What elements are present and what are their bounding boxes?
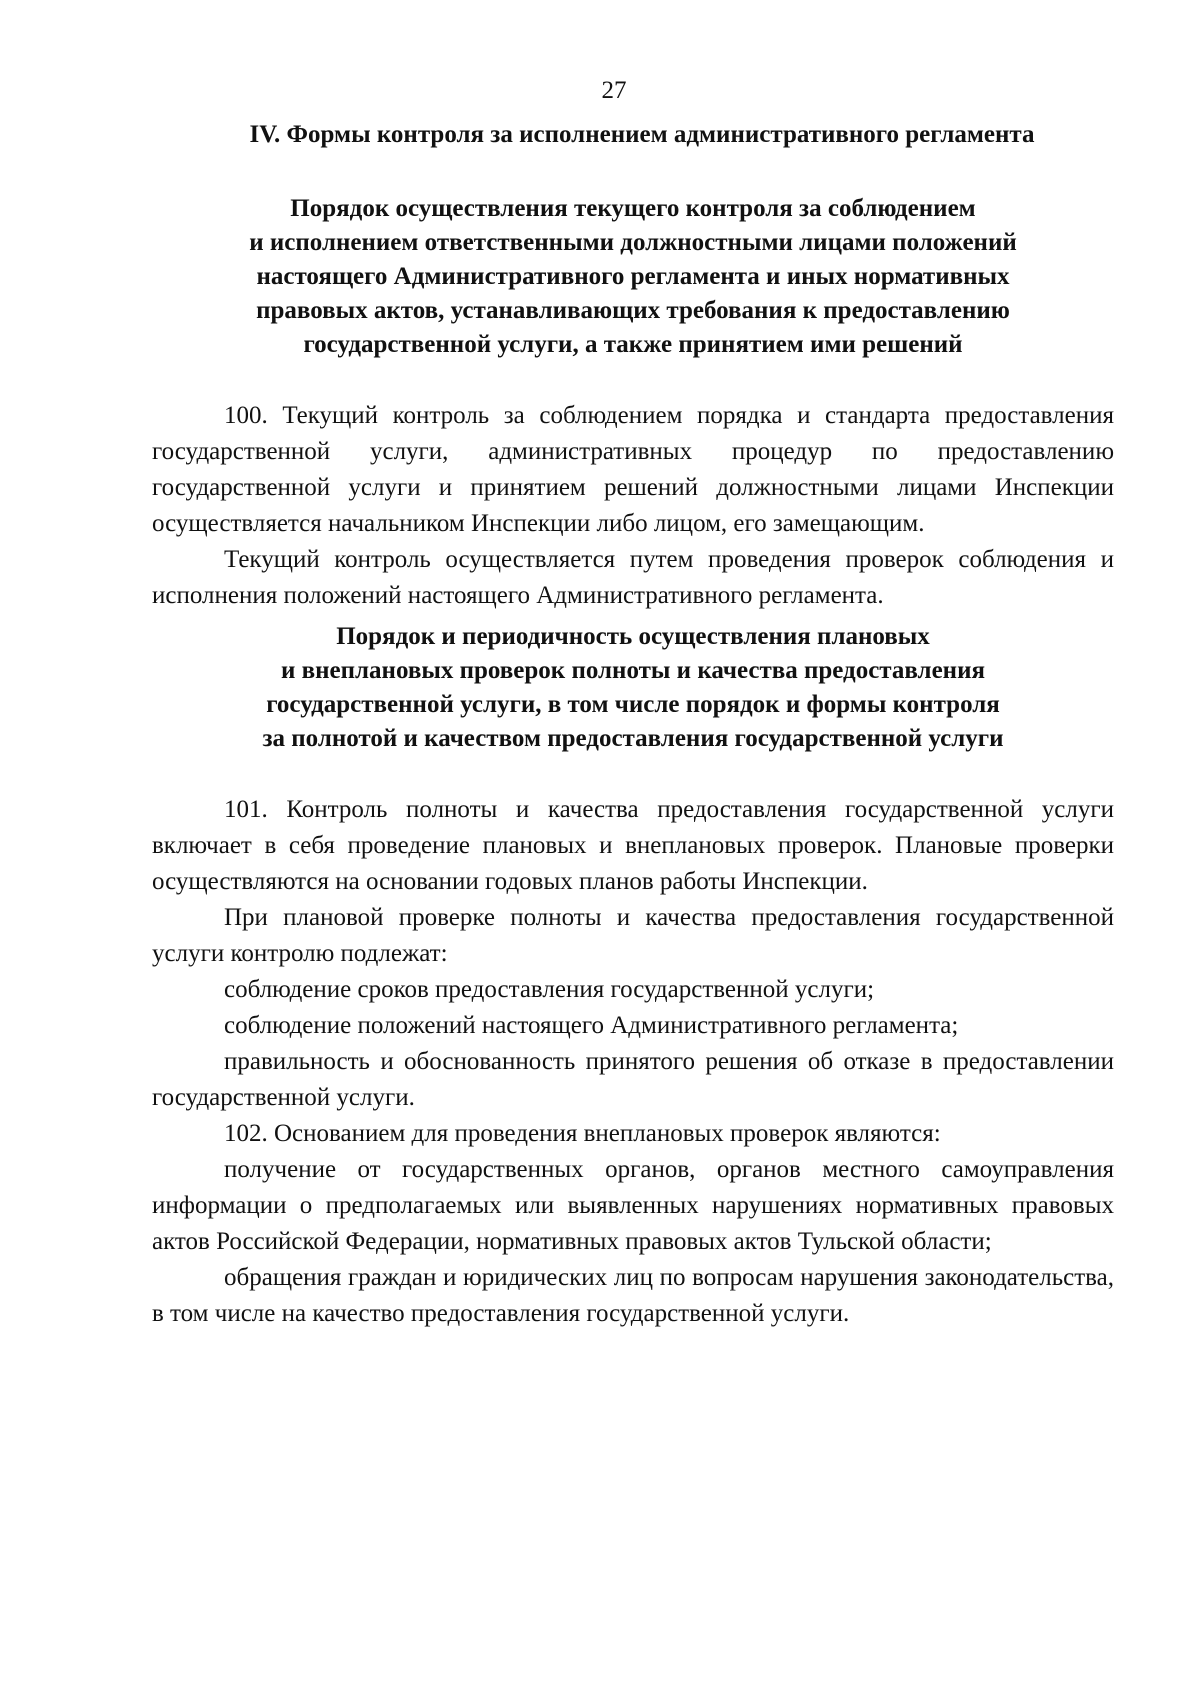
- page-number: 27: [601, 77, 627, 104]
- list-item-citizen-appeals: обращения граждан и юридических лиц по вопросам нарушения законодательства, в том числе на качество предоставления государственной услуги.: [152, 1264, 1114, 1327]
- document-body: [152, 118, 1114, 1332]
- heading-line: государственной услуги, в том числе порядок и формы контроля: [266, 691, 1000, 718]
- list-item-deadlines: соблюдение сроков предоставления государственной услуги;: [224, 976, 875, 1003]
- paragraph-102: 102. Основанием для проведения внеплановых проверок являются:: [224, 1120, 941, 1147]
- heading-line: и исполнением ответственными должностными лицами положений: [249, 229, 1017, 256]
- paragraph-100: 100. Текущий контроль за соблюдением порядка и стандарта предоставления государственной услуги, административных процедур по предоставлению государственной услуги и принятием решений должностными лицами Инспекции осуществляется начальником Инспекции либо лицом, его замещающим.: [152, 402, 1114, 537]
- heading-line: за полнотой и качеством предоставления государственной услуги: [262, 725, 1004, 752]
- heading-line: Порядок осуществления текущего контроля за соблюдением: [290, 195, 976, 222]
- heading-line: и внеплановых проверок полноты и качества предоставления: [280, 657, 986, 684]
- heading-line: правовых актов, устанавливающих требования к предоставлению: [256, 297, 1010, 324]
- paragraph-101: 101. Контроль полноты и качества предоставления государственной услуги включает в себя проведение плановых и внеплановых проверок. Плановые проверки осуществляются на основании годовых планов работы Инспекции.: [152, 796, 1114, 895]
- heading-line: Порядок и периодичность осуществления плановых: [336, 623, 930, 650]
- heading-current-control: [152, 192, 1114, 362]
- section-title: IV. Формы контроля за исполнением административного регламента: [249, 121, 1035, 148]
- list-item-refusal-validity: правильность и обоснованность принятого решения об отказе в предоставлении государственной услуги.: [152, 1048, 1114, 1111]
- list-item-regulation-compliance: соблюдение положений настоящего Административного регламента;: [224, 1012, 959, 1039]
- paragraph-planned-check-subjects: При плановой проверке полноты и качества предоставления государственной услуги контролю подлежат:: [152, 904, 1114, 967]
- heading-inspections: [152, 620, 1114, 756]
- heading-line: настоящего Административного регламента и иных нормативных: [256, 263, 1010, 290]
- list-item-authority-information: получение от государственных органов, органов местного самоуправления информации о предполагаемых или выявленных нарушениях нормативных правовых актов Российской Федерации, нормативных правовых актов Тульской области;: [152, 1156, 1114, 1255]
- heading-line: государственной услуги, а также принятием ими решений: [303, 331, 963, 358]
- paragraph-current-control-method: Текущий контроль осуществляется путем проведения проверок соблюдения и исполнения положений настоящего Административного регламента.: [152, 546, 1114, 609]
